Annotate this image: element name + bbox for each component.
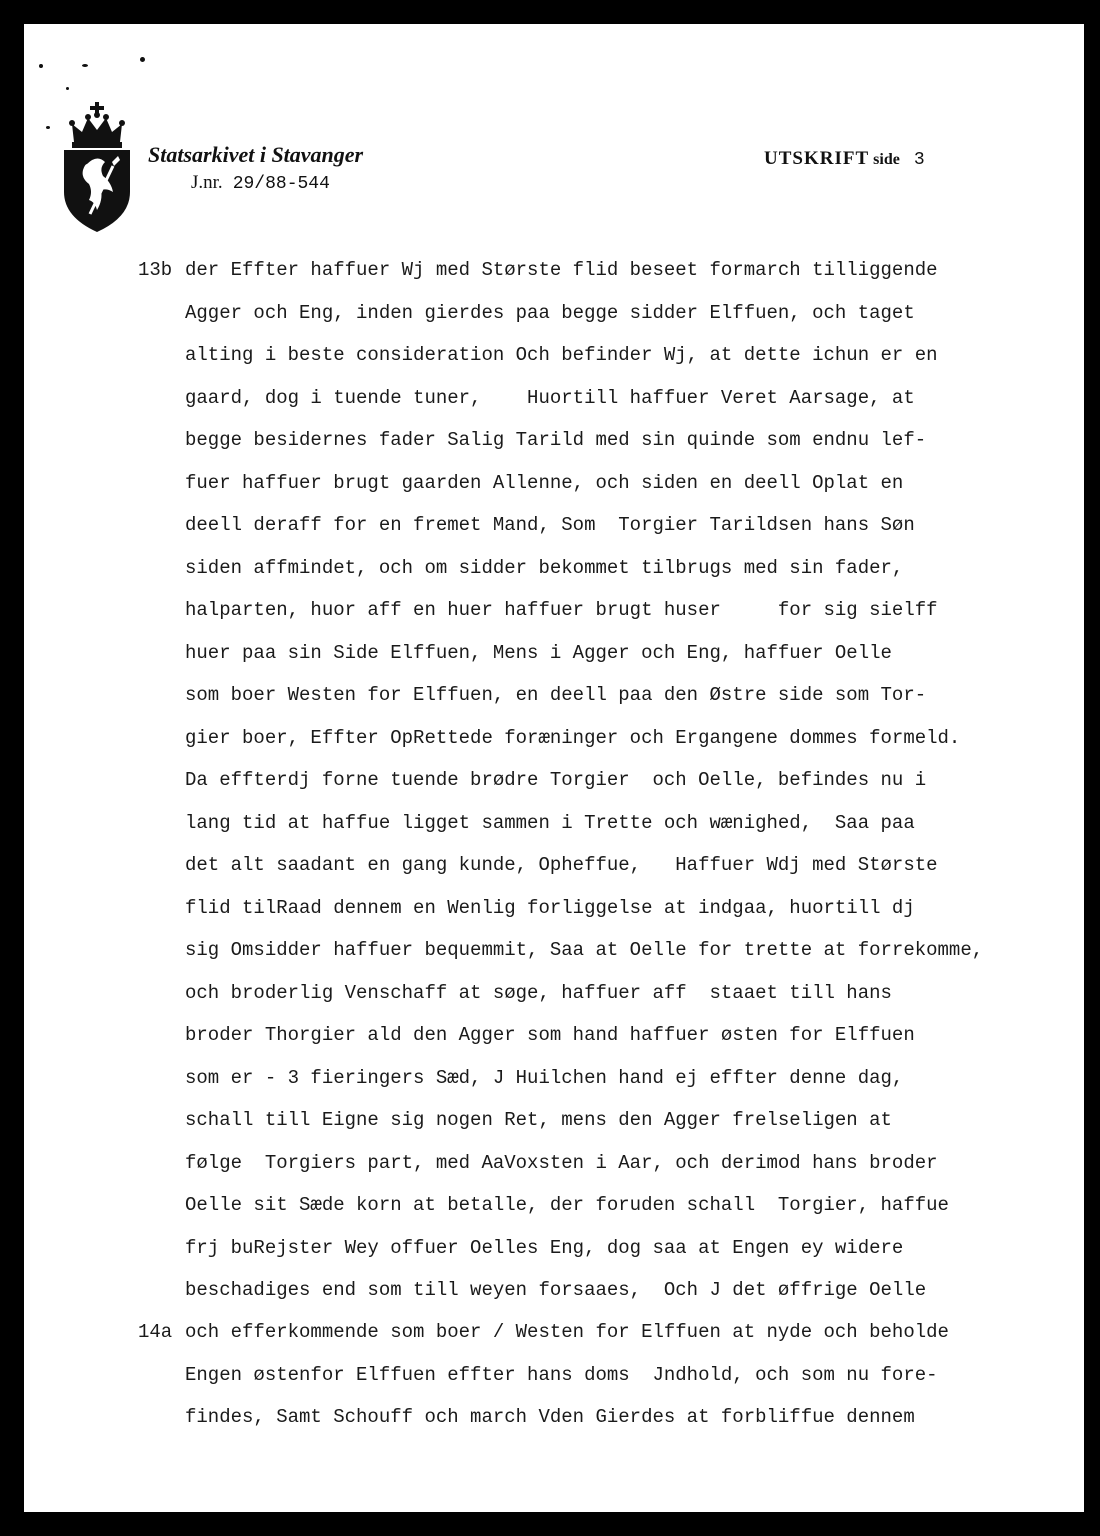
speck: [82, 64, 88, 67]
text-line: Agger och Eng, inden gierdes paa begge sidder Elffuen, och taget: [185, 302, 915, 324]
journal-label: J.nr.: [191, 172, 223, 193]
text-line: och efferkommende som boer / Westen for Elffuen at nyde och beholde: [185, 1321, 949, 1343]
text-line: schall till Eigne sig nogen Ret, mens den Agger frelseligen at: [185, 1109, 892, 1131]
speck: [46, 126, 50, 129]
document-page: [24, 24, 1084, 1512]
transcript-word: UTSKRIFT: [764, 148, 870, 169]
text-line: siden affmindet, och om sidder bekommet tilbrugs med sin fader,: [185, 557, 904, 579]
norwegian-coat-of-arms-icon: [62, 102, 132, 232]
margin-marker-13b: 13b: [138, 259, 173, 281]
text-line: sig Omsidder haffuer bequemmit, Saa at Oelle for trette at forrekomme,: [185, 939, 984, 961]
text-line: halparten, huor aff en huer haffuer brugt huser for sig sielff: [185, 599, 938, 621]
text-line: broder Thorgier ald den Agger som hand haffuer østen for Elffuen: [185, 1024, 915, 1046]
text-line: det alt saadant en gang kunde, Opheffue, Haffuer Wdj med Største: [185, 854, 938, 876]
text-line: som boer Westen for Elffuen, en deell paa den Østre side som Tor-: [185, 684, 927, 706]
text-line: deell deraff for en fremet Mand, Som Torgier Tarildsen hans Søn: [185, 514, 915, 536]
text-line: Oelle sit Sæde korn at betalle, der foruden schall Torgier, haffue: [185, 1194, 949, 1216]
journal-number-row: [191, 172, 330, 194]
text-line: alting i beste consideration Och befinder Wj, at dette ichun er en: [185, 344, 938, 366]
text-line: findes, Samt Schouff och march Vden Gierdes at forbliffue dennem: [185, 1406, 915, 1428]
text-line: som er - 3 fieringers Sæd, J Huilchen hand ej effter denne dag,: [185, 1067, 904, 1089]
text-line: der Effter haffuer Wj med Største flid beseet formarch tilliggende: [185, 259, 938, 281]
archive-name: Statsarkivet i Stavanger: [148, 142, 364, 167]
text-line: beschadiges end som till weyen forsaaes, Och J det øffrige Oelle: [185, 1279, 927, 1301]
text-line: gaard, dog i tuende tuner, Huortill haffuer Veret Aarsage, at: [185, 387, 915, 409]
text-line: begge besidernes fader Salig Tarild med sin quinde som endnu lef-: [185, 429, 927, 451]
text-line: lang tid at haffue ligget sammen i Trette och wænighed, Saa paa: [185, 812, 915, 834]
text-line: huer paa sin Side Elffuen, Mens i Agger och Eng, haffuer Oelle: [185, 642, 892, 664]
journal-number: 29/88-544: [232, 174, 330, 194]
text-line: frj buRejster Wey offuer Oelles Eng, dog saa at Engen ey widere: [185, 1237, 904, 1259]
text-line: och broderlig Venschaff at søge, haffuer aff staaet till hans: [185, 982, 892, 1004]
text-line: Da effterdj forne tuende brødre Torgier och Oelle, befindes nu i: [185, 769, 927, 791]
transcript-page-label: [764, 148, 925, 170]
text-line: Engen østenfor Elffuen effter hans doms Jndhold, och som nu fore-: [185, 1364, 938, 1386]
text-line: gier boer, Effter OpRettede foræninger och Ergangene dommes formeld.: [185, 727, 961, 749]
speck: [140, 57, 145, 62]
speck: [39, 64, 43, 68]
speck: [66, 87, 69, 90]
text-line: følge Torgiers part, med AaVoxsten i Aar, och derimod hans broder: [185, 1152, 938, 1174]
text-line: flid tilRaad dennem en Wenlig forliggelse at indgaa, huortill dj: [185, 897, 915, 919]
text-line: fuer haffuer brugt gaarden Allenne, och siden en deell Oplat en: [185, 472, 904, 494]
margin-marker-14a: 14a: [138, 1321, 173, 1343]
page-number: 3: [913, 150, 925, 170]
side-word: side: [873, 151, 900, 168]
